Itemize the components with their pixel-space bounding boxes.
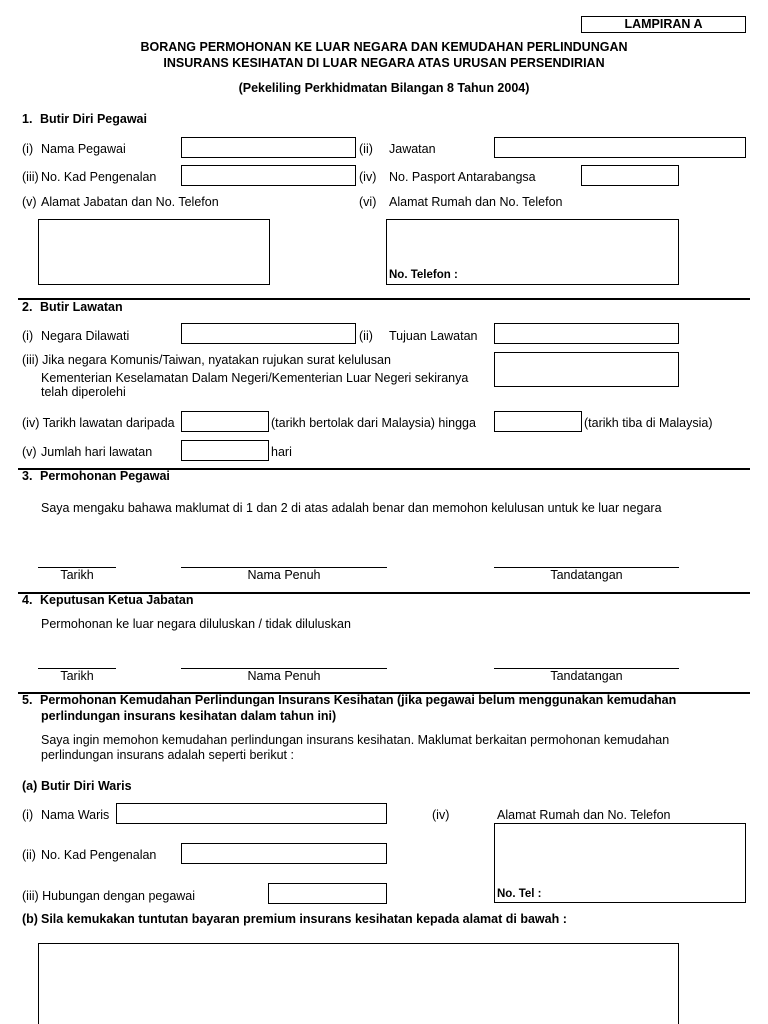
pasport-field[interactable]: [581, 165, 679, 186]
s2-i-num: (i): [22, 329, 34, 343]
section3-number: 3.: [22, 469, 33, 483]
rujukan-surat-field[interactable]: [494, 352, 679, 387]
section5-heading-line2: perlindungan insurans kesihatan dalam tahun ini): [41, 709, 337, 723]
s3-tandatangan-label: Tandatangan: [550, 568, 623, 582]
tarikh-tiba-field[interactable]: [494, 411, 582, 432]
s2-ii-num: (ii): [359, 329, 373, 343]
s2-tarikh-bertolak-note: (tarikh bertolak dari Malaysia) hingga: [271, 416, 476, 430]
s1-alamat-jabatan-label: Alamat Jabatan dan No. Telefon: [41, 195, 219, 209]
s4-tandatangan-label: Tandatangan: [550, 669, 623, 683]
s2-tarikh-lawatan-label: (iv) Tarikh lawatan daripada: [22, 416, 175, 430]
alamat-rumah-field[interactable]: [386, 219, 679, 285]
s1-iv-num: (iv): [359, 170, 377, 184]
alamat-tuntutan-field[interactable]: [38, 943, 679, 1024]
section5-heading-line1: Permohonan Kemudahan Perlindungan Insurans Kesihatan (jika pegawai belum menggunakan kemudahan: [40, 693, 677, 707]
jawatan-field[interactable]: [494, 137, 746, 158]
jumlah-hari-field[interactable]: [181, 440, 269, 461]
s2-iii-line1: (iii) Jika negara Komunis/Taiwan, nyatakan rujukan surat kelulusan: [22, 353, 391, 367]
s5-nama-waris-label: Nama Waris: [41, 808, 110, 822]
s2-iii-line2: Kementerian Keselamatan Dalam Negeri/Kementerian Luar Negeri sekiranya: [41, 371, 469, 385]
s2-iii-line3: telah diperolehi: [41, 385, 126, 399]
form-title-line2: INSURANS KESIHATAN DI LUAR NEGARA ATAS URUSAN PERSENDIRIAN: [163, 56, 605, 70]
s3-nama-penuh-label: Nama Penuh: [247, 568, 321, 582]
section5-number: 5.: [22, 693, 33, 707]
s5-hubungan-label: (iii) Hubungan dengan pegawai: [22, 889, 196, 903]
s5-iv-num: (iv): [432, 808, 450, 822]
nama-waris-field[interactable]: [116, 803, 387, 824]
tujuan-lawatan-field[interactable]: [494, 323, 679, 344]
section2-number: 2.: [22, 300, 33, 314]
s5-tuntutan-heading: Sila kemukakan tuntutan bayaran premium insurans kesihatan kepada alamat di bawah :: [41, 912, 567, 926]
s1-i-num: (i): [22, 142, 34, 156]
s5-b-num: (b): [22, 912, 38, 926]
s5-text-line2: perlindungan insurans adalah seperti berikut :: [41, 748, 294, 762]
s2-tujuan-label: Tujuan Lawatan: [389, 329, 478, 343]
section2-heading: Butir Lawatan: [40, 300, 123, 314]
s5-ii-num: (ii): [22, 848, 36, 862]
s2-v-num: (v): [22, 445, 37, 459]
s2-negara-label: Negara Dilawati: [41, 329, 130, 343]
s1-alamat-rumah-label: Alamat Rumah dan No. Telefon: [389, 195, 563, 209]
section-divider-1: [18, 298, 750, 300]
nama-pegawai-field[interactable]: [181, 137, 356, 158]
alamat-jabatan-field[interactable]: [38, 219, 270, 285]
tarikh-bertolak-field[interactable]: [181, 411, 269, 432]
waris-kad-pengenalan-field[interactable]: [181, 843, 387, 864]
s5-butir-waris-heading: Butir Diri Waris: [41, 779, 132, 793]
no-telefon-label: No. Telefon :: [389, 269, 458, 281]
s4-keputusan-text: Permohonan ke luar negara diluluskan / tidak diluluskan: [41, 617, 351, 631]
lampiran-label: LAMPIRAN A: [624, 17, 703, 31]
form-title-line1: BORANG PERMOHONAN KE LUAR NEGARA DAN KEMUDAHAN PERLINDUNGAN: [140, 40, 628, 54]
kad-pengenalan-field[interactable]: [181, 165, 356, 186]
no-tel-label: No. Tel :: [497, 888, 542, 900]
negara-dilawati-field[interactable]: [181, 323, 356, 344]
s5-kad-pengenalan-label: No. Kad Pengenalan: [41, 848, 157, 862]
s2-hari-unit: hari: [271, 445, 292, 459]
s5-a-num: (a): [22, 779, 38, 793]
s1-vi-num: (vi): [359, 195, 377, 209]
section4-heading: Keputusan Ketua Jabatan: [40, 593, 194, 607]
s1-jawatan-label: Jawatan: [389, 142, 436, 156]
s5-alamat-rumah-label: Alamat Rumah dan No. Telefon: [497, 808, 671, 822]
s3-declaration-text: Saya mengaku bahawa maklumat di 1 dan 2 di atas adalah benar dan memohon kelulusan untuk ke luar negara: [41, 501, 662, 515]
s1-pasport-label: No. Pasport Antarabangsa: [389, 170, 536, 184]
s4-nama-penuh-label: Nama Penuh: [247, 669, 321, 683]
section1-number: 1.: [22, 112, 33, 126]
section1-heading: Butir Diri Pegawai: [40, 112, 147, 126]
s1-iii-num: (iii): [22, 170, 39, 184]
section3-heading: Permohonan Pegawai: [40, 469, 170, 483]
s2-jumlah-hari-label: Jumlah hari lawatan: [41, 445, 153, 459]
s5-i-num: (i): [22, 808, 34, 822]
s1-nama-pegawai-label: Nama Pegawai: [41, 142, 126, 156]
form-subtitle: (Pekeliling Perkhidmatan Bilangan 8 Tahun 2004): [238, 81, 530, 95]
s1-v-num: (v): [22, 195, 37, 209]
s5-text-line1: Saya ingin memohon kemudahan perlindungan insurans kesihatan. Maklumat berkaitan permohonan kemudahan: [41, 733, 670, 747]
s3-tarikh-label: Tarikh: [60, 568, 94, 582]
s1-ii-num: (ii): [359, 142, 373, 156]
s1-kad-pengenalan-label: No. Kad Pengenalan: [41, 170, 157, 184]
section4-number: 4.: [22, 593, 33, 607]
s2-tarikh-tiba-note: (tarikh tiba di Malaysia): [584, 416, 713, 430]
hubungan-field[interactable]: [268, 883, 387, 904]
lampiran-box: [581, 16, 746, 33]
alamat-waris-field[interactable]: [494, 823, 746, 903]
s4-tarikh-label: Tarikh: [60, 669, 94, 683]
